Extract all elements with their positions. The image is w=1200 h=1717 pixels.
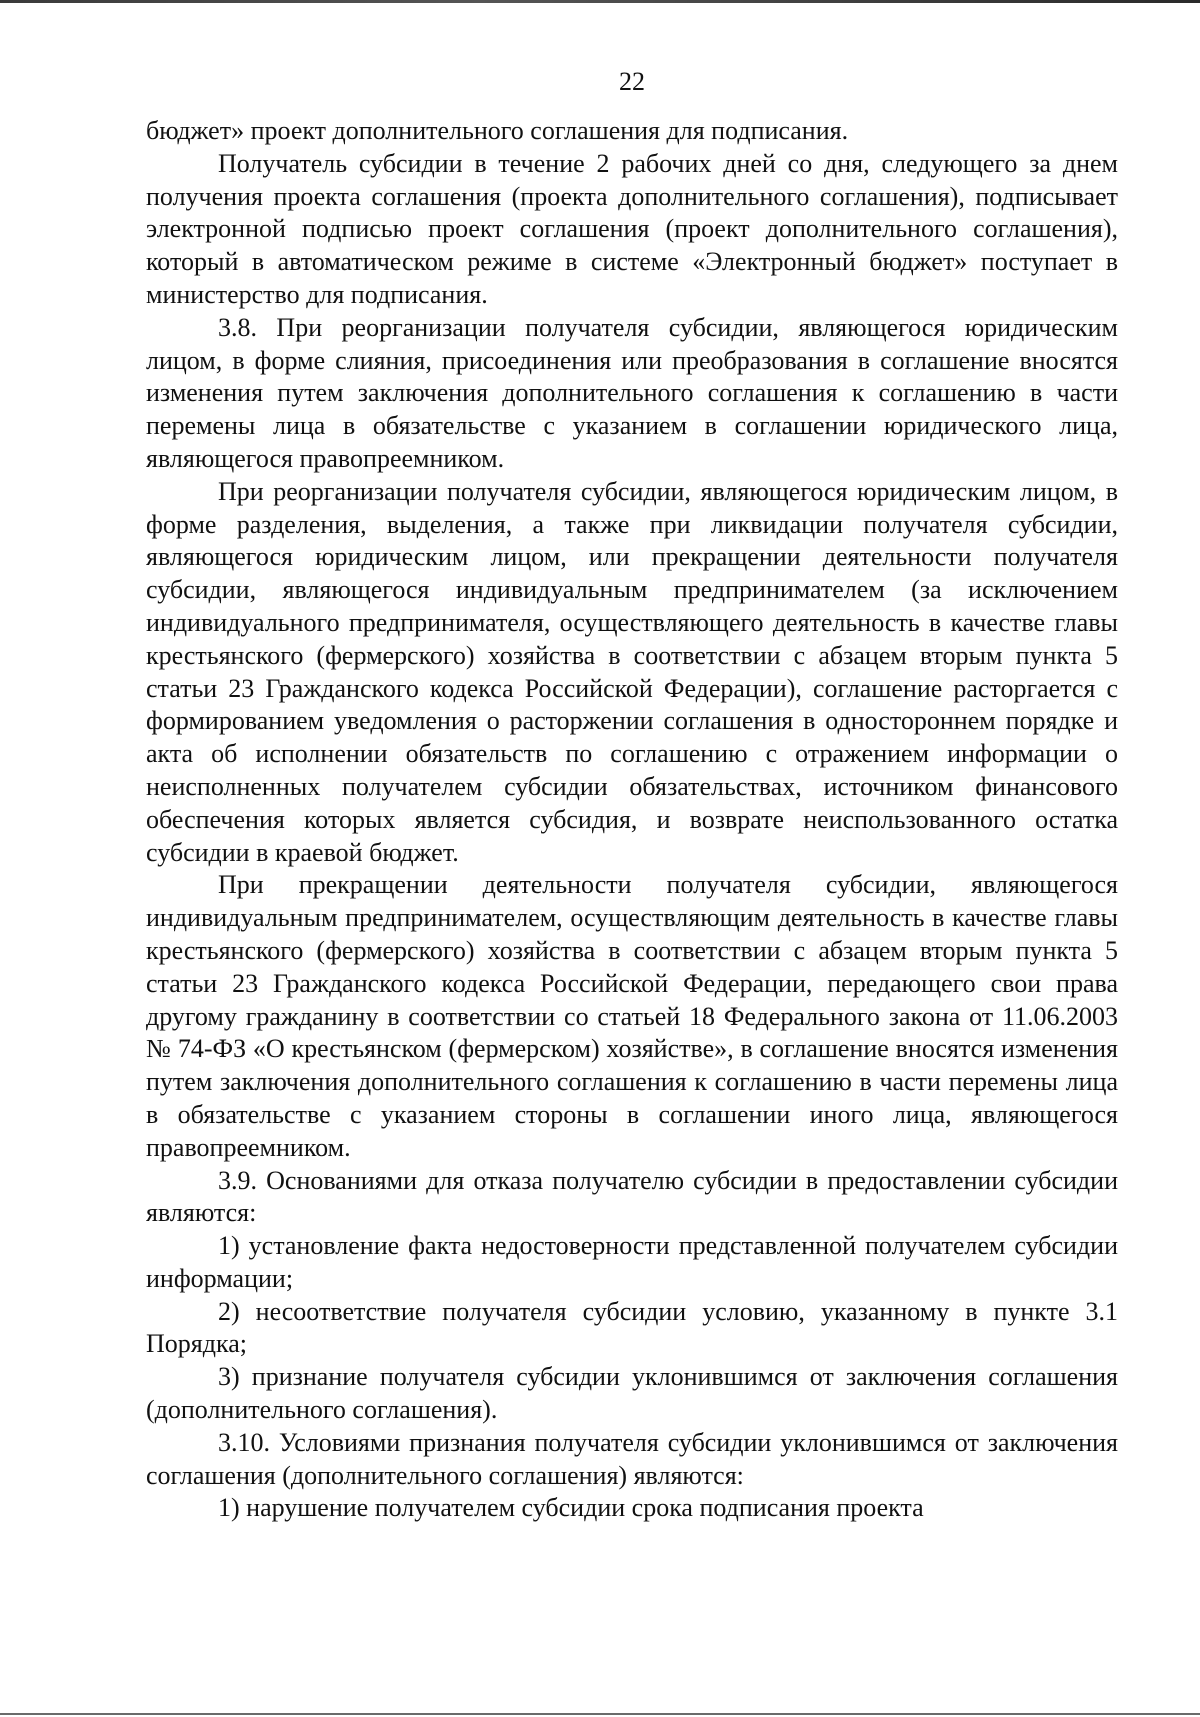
paragraph-3-10: 3.10. Условиями признания получателя субсидии уклонившимся от заключения соглашения (дополнительного соглашения) являются: <box>146 1427 1118 1490</box>
paragraph-reorganization: При реорганизации получателя субсидии, являющегося юридическим лицом, в форме разделения, выделения, а также при ликвидации получателя субсидии, являющегося юридическим лицом, или прекращении деятельности получателя субсидии, являющегося индивидуальным предпринимателем (за исключением индивидуального предпринимателя, осуществляющего деятельность в качестве главы крестьянского (фермерского) хозяйства в соответствии с абзацем вторым пункта 5 статьи 23 Гражданского кодекса Российской Федерации), соглашение расторгается с формированием уведомления о расторжении соглашения в одностороннем порядке и акта об исполнении обязательств по соглашению с отражением информации о неисполненных получателем субсидии обязательствах, источником финансового обеспечения которых является субсидия, и возврате неиспользованного остатка субсидии в краевой бюджет. <box>146 476 1118 867</box>
paragraph-termination: При прекращении деятельности получателя субсидии, являющегося индивидуальным предпринимателем, осуществляющим деятельность в качестве главы крестьянского (фермерского) хозяйства в соответствии с абзацем вторым пункта 5 статьи 23 Гражданского кодекса Российской Федерации, передающего свои права другому гражданину в соответствии со статьей 18 Федерального закона от 11.06.2003 № 74-ФЗ «О крестьянском (фермерском) хозяйстве», в соглашение вносятся изменения путем заключения дополнительного соглашения к соглашению в части перемены лица в обязательстве с указанием стороны в соглашении иного лица, являющегося правопреемником. <box>146 870 1118 1162</box>
paragraph-signing-term: Получатель субсидии в течение 2 рабочих дней со дня, следующего за днем получения проекта соглашения (проекта дополнительного соглашения), подписывает электронной подписью проект соглашения (проект дополнительного соглашения), который в автоматическом режиме в системе «Электронный бюджет» поступает в министерство для подписания. <box>146 148 1118 309</box>
document-body <box>146 115 1118 1525</box>
paragraph-3-8: 3.8. При реорганизации получателя субсидии, являющегося юридическим лицом, в форме слияния, присоединения или преобразования в соглашение вносятся изменения путем заключения дополнительного соглашения к соглашению в части перемены лица в обязательстве с указанием в соглашении юридического лица, являющегося правопреемником. <box>146 312 1118 473</box>
list-item-3-9-3: 3) признание получателя субсидии уклонившимся от заключения соглашения (дополнительного соглашения). <box>146 1362 1118 1425</box>
list-item-3-9-1: 1) установление факта недостоверности представленной получателем субсидии информации; <box>146 1231 1118 1293</box>
page-number: 22 <box>619 67 645 96</box>
list-item-3-10-1: 1) нарушение получателем субсидии срока подписания проекта <box>218 1493 924 1523</box>
scan-bottom-edge <box>0 1713 1200 1715</box>
paragraph-continuation: бюджет» проект дополнительного соглашения для подписания. <box>146 116 849 145</box>
list-item-3-9-2: 2) несоответствие получателя субсидии условию, указанному в пункте 3.1 Порядка; <box>146 1296 1118 1359</box>
scan-top-edge <box>0 0 1200 3</box>
paragraph-3-9: 3.9. Основаниями для отказа получателю субсидии в предоставлении субсидии являются: <box>146 1165 1118 1228</box>
